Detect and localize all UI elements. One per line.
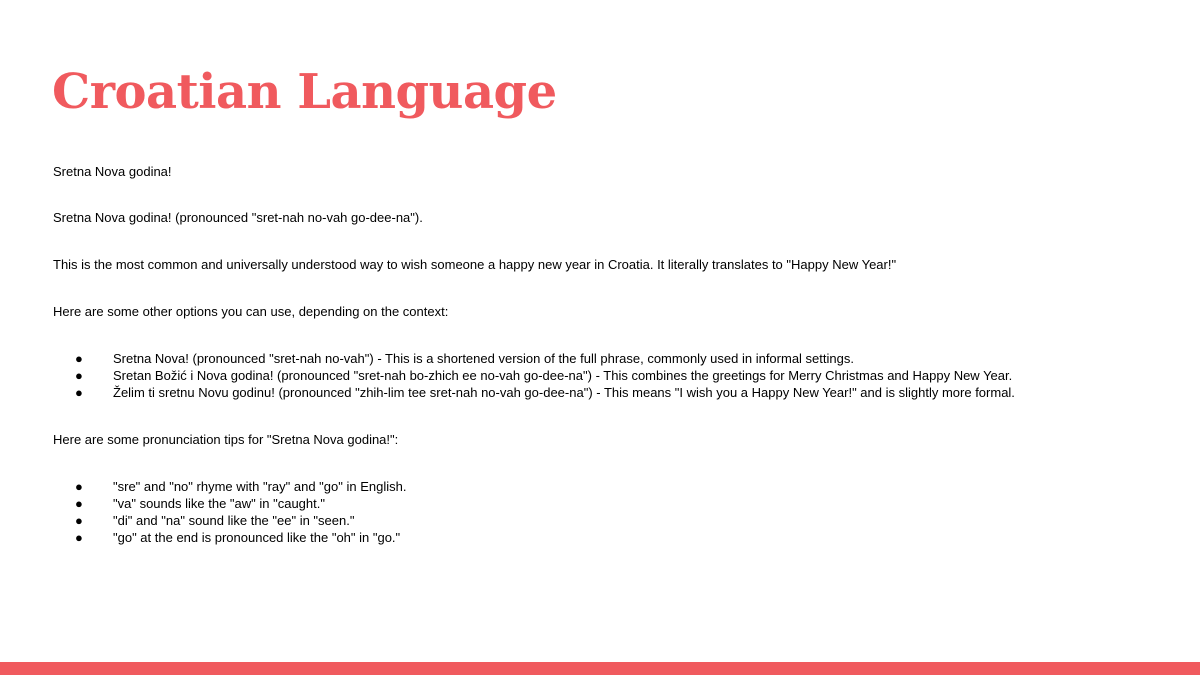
bullet-icon: ●: [75, 479, 83, 494]
slide-body: [53, 163, 1173, 576]
list-item: [53, 512, 1173, 529]
tips-intro-paragraph: Here are some pronunciation tips for "Sretna Nova godina!":: [53, 432, 399, 447]
pronunciation-paragraph: Sretna Nova godina! (pronounced "sret-nah no-vah go-dee-na").: [53, 210, 423, 225]
list-item-text: "va" sounds like the "aw" in "caught.": [113, 496, 325, 511]
bullet-icon: ●: [75, 368, 83, 383]
options-intro-paragraph: Here are some other options you can use, depending on the context:: [53, 304, 449, 319]
slide-title: Croatian Language: [52, 64, 557, 120]
slide-subtitle: Sretna Nova godina!: [53, 164, 172, 179]
bullet-icon: ●: [75, 496, 83, 511]
common-usage-paragraph: This is the most common and universally understood way to wish someone a happy new year in Croatia. It literally translates to "Happy New Year!": [53, 257, 897, 272]
list-item: [53, 478, 1173, 495]
tips-list: [53, 478, 1173, 546]
list-item-text: "di" and "na" sound like the "ee" in "seen.": [113, 513, 355, 528]
bullet-icon: ●: [75, 513, 83, 528]
bottom-accent-bar: [0, 662, 1200, 675]
list-item-text: Sretna Nova! (pronounced "sret-nah no-vah") - This is a shortened version of the full phrase, commonly used in informal settings.: [113, 351, 854, 366]
list-item-text: Želim ti sretnu Novu godinu! (pronounced "zhih-lim tee sret-nah no-vah go-dee-na") - This means "I wish you a Happy New Year!" and is slightly more formal.: [113, 385, 1015, 400]
list-item: [53, 495, 1173, 512]
list-item: [53, 384, 1173, 401]
list-item: [53, 350, 1173, 367]
list-item-text: "go" at the end is pronounced like the "oh" in "go.": [113, 530, 401, 545]
options-list: [53, 350, 1173, 401]
bullet-icon: ●: [75, 530, 83, 545]
list-item: [53, 529, 1173, 546]
list-item-text: Sretan Božić i Nova godina! (pronounced "sret-nah bo-zhich ee no-vah go-dee-na") - This combines the greetings for Merry Christmas and Happy New Year.: [113, 368, 1013, 383]
list-item-text: "sre" and "no" rhyme with "ray" and "go" in English.: [113, 479, 407, 494]
list-item: [53, 367, 1173, 384]
bullet-icon: ●: [75, 385, 83, 400]
bullet-icon: ●: [75, 351, 83, 366]
